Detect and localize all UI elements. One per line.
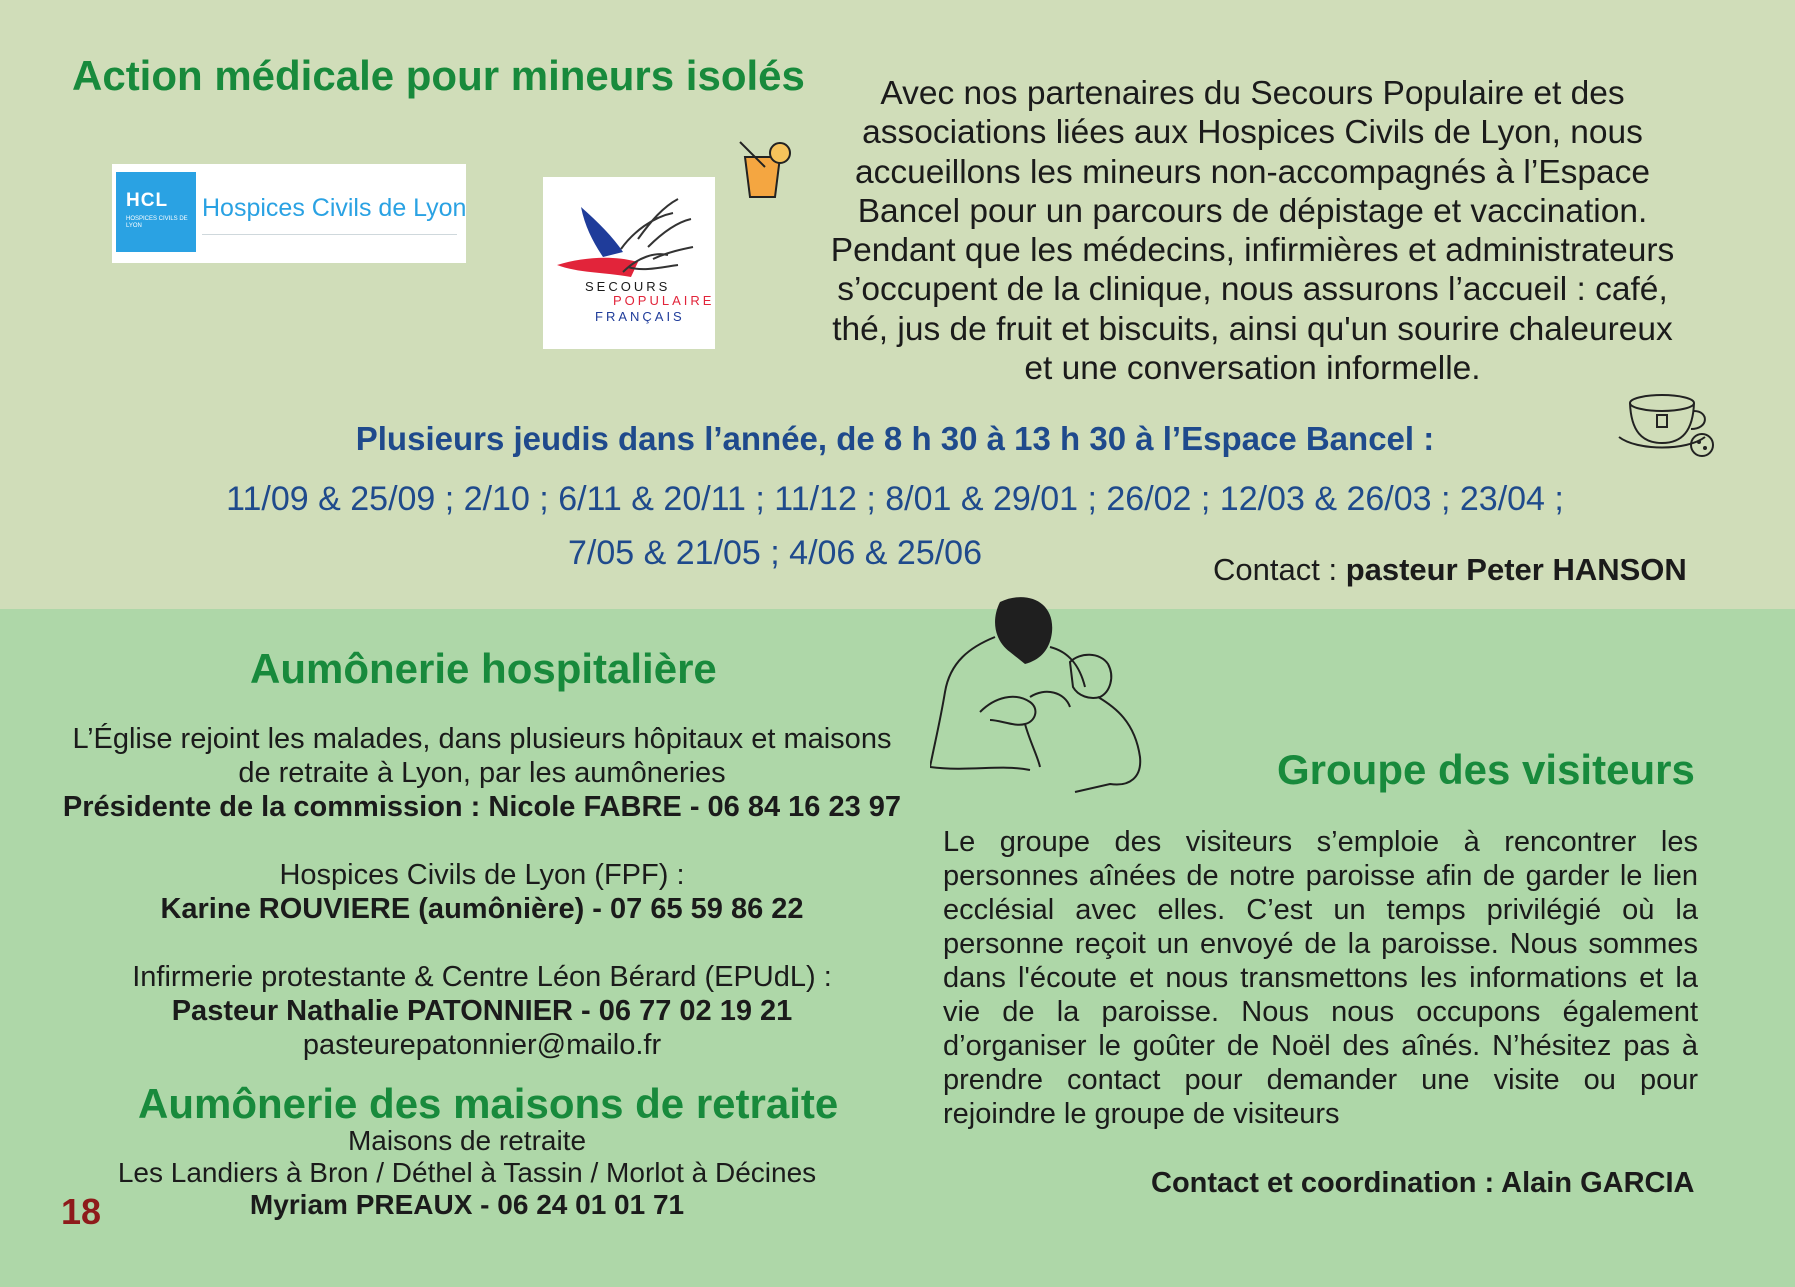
aumonerie-line: Infirmerie protestante & Centre Léon Bérard (EPUdL) : bbox=[132, 961, 832, 993]
action-contact-label: Contact : bbox=[1213, 552, 1346, 587]
action-contact-name: pasteur Peter HANSON bbox=[1345, 552, 1687, 587]
visiteurs-contact: Contact et coordination : Alain GARCIA bbox=[1151, 1167, 1695, 1199]
aumonerie-line: Hospices Civils de Lyon (FPF) : bbox=[279, 859, 685, 891]
hcl-logo-box bbox=[116, 172, 196, 252]
hcl-abbr: HCL bbox=[126, 190, 169, 211]
retraite-line: Myriam PREAUX - 06 24 01 01 71 bbox=[249, 1189, 685, 1220]
hcl-small: HOSPICES CIVILS DE LYON bbox=[126, 216, 188, 229]
aumonerie-line: de retraite à Lyon, par les aumôneries bbox=[238, 757, 726, 789]
aumonerie-text bbox=[42, 722, 922, 1062]
schedule-title: Plusieurs jeudis dans l’année, de 8 h 30 à 13 h 30 à l’Espace Bancel : bbox=[355, 420, 1435, 457]
retraite-line: Les Landiers à Bron / Déthel à Tassin / Morlot à Décines bbox=[117, 1157, 817, 1188]
intro-line: s’occupent de la clinique, nous assurons l’accueil : café, bbox=[837, 271, 1668, 309]
hcl-divider bbox=[202, 234, 457, 235]
visitors-illustration-icon bbox=[930, 592, 1145, 804]
retraite-title: Aumônerie des maisons de retraite bbox=[138, 1080, 839, 1127]
hcl-logo bbox=[112, 164, 466, 263]
intro-line: associations liées aux Hospices Civils de Lyon, nous bbox=[862, 114, 1643, 152]
action-contact bbox=[1213, 552, 1687, 588]
visiteurs-text: Le groupe des visiteurs s’emploie à rencontrer les personnes aînées de notre paroisse afin de garder le lien ecclésial avec elles. C’est un temps privilégié où la personne reçoit un envoyé de la paroisse. Nous sommes dans l'écoute et nous transmettons les informations et la vie de la paroisse. Nous nous occupons également d’organiser le goûter de Noël des aînés. N’hésitez pas à prendre contact pour demander une visite ou pour rejoindre le groupe de visiteurs bbox=[943, 826, 1698, 1130]
aumonerie-line: Pasteur Nathalie PATONNIER - 06 77 02 19 21 bbox=[171, 995, 793, 1027]
spf-text-1: SECOURS bbox=[585, 279, 671, 294]
page-number: 18 bbox=[61, 1191, 102, 1232]
action-intro bbox=[775, 74, 1730, 388]
aumonerie-line: Présidente de la commission : Nicole FABRE - 06 84 16 23 97 bbox=[62, 791, 902, 823]
aumonerie-email: pasteurepatonnier@mailo.fr bbox=[302, 1029, 662, 1061]
dates-line-1: 11/09 & 25/09 ; 2/10 ; 6/11 & 20/11 ; 11/12 ; 8/01 & 29/01 ; 26/02 ; 12/03 & 26/03 ; 23/04 ; bbox=[226, 480, 1564, 518]
intro-line: thé, jus de fruit et biscuits, ainsi qu'un sourire chaleureux bbox=[832, 310, 1673, 348]
spf-logo bbox=[543, 177, 715, 349]
dates-line-2: 7/05 & 21/05 ; 4/06 & 25/06 bbox=[568, 534, 982, 572]
spf-text-3: FRANÇAIS bbox=[595, 309, 685, 324]
visiteurs-title: Groupe des visiteurs bbox=[1277, 746, 1695, 793]
intro-line: Bancel pour un parcours de dépistage et vaccination. bbox=[857, 192, 1648, 230]
intro-line: Pendant que les médecins, infirmières et administrateurs bbox=[830, 232, 1675, 270]
intro-line: et une conversation informelle. bbox=[1024, 350, 1481, 388]
intro-line: accueillons les mineurs non-accompagnés à l’Espace bbox=[854, 153, 1651, 191]
spf-text-2: POPULAIRE bbox=[613, 293, 715, 308]
hcl-name: Hospices Civils de Lyon bbox=[202, 194, 467, 222]
intro-line: Avec nos partenaires du Secours Populaire et des bbox=[880, 75, 1625, 112]
aumonerie-line: Karine ROUVIERE (aumônière) - 07 65 59 86 22 bbox=[160, 893, 804, 925]
aumonerie-line: L’Église rejoint les malades, dans plusieurs hôpitaux et maisons bbox=[72, 723, 892, 755]
aumonerie-title: Aumônerie hospitalière bbox=[250, 645, 717, 692]
retraite-line: Maisons de retraite bbox=[347, 1125, 587, 1156]
action-title: Action médicale pour mineurs isolés bbox=[72, 52, 805, 99]
retraite-text bbox=[42, 1125, 892, 1221]
